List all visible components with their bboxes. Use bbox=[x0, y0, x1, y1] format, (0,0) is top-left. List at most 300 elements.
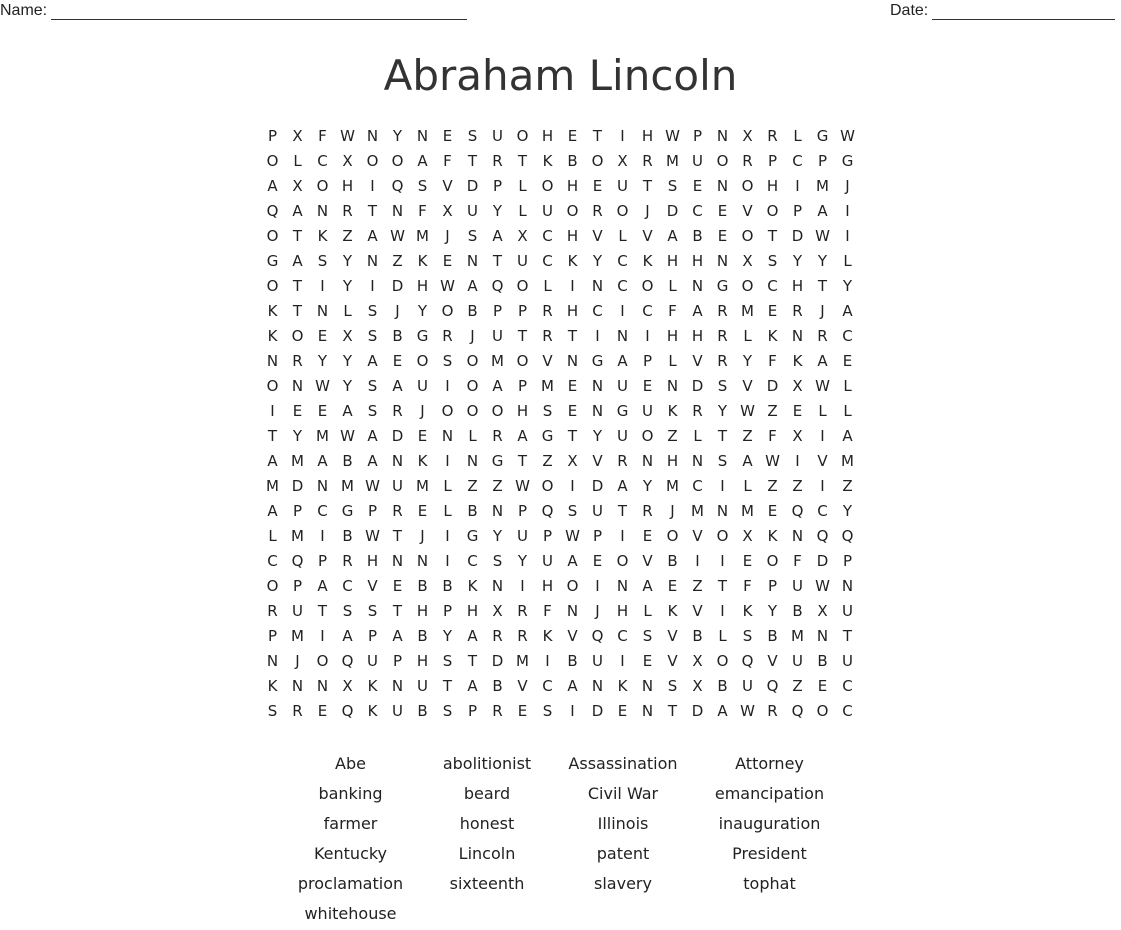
grid-letter[interactable]: C bbox=[617, 627, 628, 645]
grid-letter[interactable]: U bbox=[617, 177, 628, 195]
grid-letter[interactable]: I bbox=[445, 552, 450, 570]
grid-letter[interactable]: N bbox=[716, 177, 729, 195]
grid-letter[interactable]: B bbox=[417, 702, 428, 720]
grid-letter[interactable]: M bbox=[516, 652, 529, 670]
grid-letter[interactable]: H bbox=[416, 277, 429, 295]
grid-letter[interactable]: O bbox=[541, 177, 554, 195]
grid-letter[interactable]: V bbox=[742, 202, 753, 220]
grid-letter[interactable]: E bbox=[567, 127, 578, 145]
grid-letter[interactable]: R bbox=[717, 327, 728, 345]
grid-letter[interactable]: S bbox=[717, 377, 728, 395]
grid-letter[interactable]: R bbox=[392, 502, 403, 520]
grid-letter[interactable]: Q bbox=[791, 502, 804, 520]
grid-letter[interactable]: Z bbox=[792, 677, 803, 695]
grid-letter[interactable]: V bbox=[642, 227, 653, 245]
grid-letter[interactable]: Y bbox=[642, 477, 653, 495]
grid-letter[interactable]: N bbox=[616, 577, 629, 595]
grid-letter[interactable]: A bbox=[467, 627, 478, 645]
grid-letter[interactable]: I bbox=[570, 477, 575, 495]
grid-letter[interactable]: G bbox=[466, 527, 479, 545]
grid-letter[interactable]: M bbox=[291, 527, 304, 545]
grid-letter[interactable]: C bbox=[792, 152, 803, 170]
grid-letter[interactable]: E bbox=[742, 552, 753, 570]
grid-letter[interactable]: E bbox=[567, 402, 578, 420]
grid-letter[interactable]: U bbox=[492, 127, 503, 145]
grid-letter[interactable]: E bbox=[692, 177, 703, 195]
grid-letter[interactable]: H bbox=[666, 252, 679, 270]
grid-letter[interactable]: I bbox=[820, 427, 825, 445]
grid-letter[interactable]: I bbox=[720, 477, 725, 495]
grid-letter[interactable]: S bbox=[467, 127, 478, 145]
grid-letter[interactable]: I bbox=[520, 577, 525, 595]
grid-letter[interactable]: U bbox=[842, 602, 853, 620]
grid-letter[interactable]: J bbox=[595, 602, 600, 620]
grid-letter[interactable]: N bbox=[566, 602, 579, 620]
grid-letter[interactable]: I bbox=[545, 652, 550, 670]
grid-letter[interactable]: H bbox=[641, 127, 654, 145]
grid-letter[interactable]: K bbox=[617, 677, 628, 695]
grid-letter[interactable]: W bbox=[390, 227, 405, 245]
grid-letter[interactable]: R bbox=[717, 302, 728, 320]
grid-letter[interactable]: L bbox=[668, 352, 677, 370]
grid-letter[interactable]: R bbox=[492, 702, 503, 720]
grid-letter[interactable]: N bbox=[316, 202, 329, 220]
grid-letter[interactable]: L bbox=[443, 477, 452, 495]
grid-letter[interactable]: O bbox=[266, 377, 279, 395]
grid-letter[interactable]: V bbox=[692, 352, 703, 370]
grid-letter[interactable]: E bbox=[317, 402, 328, 420]
grid-letter[interactable]: C bbox=[317, 502, 328, 520]
grid-letter[interactable]: E bbox=[392, 352, 403, 370]
grid-letter[interactable]: X bbox=[342, 677, 353, 695]
grid-letter[interactable]: D bbox=[816, 552, 829, 570]
grid-letter[interactable]: I bbox=[320, 527, 325, 545]
grid-letter[interactable]: E bbox=[417, 427, 428, 445]
grid-letter[interactable]: R bbox=[342, 552, 353, 570]
grid-letter[interactable]: Q bbox=[766, 677, 779, 695]
grid-letter[interactable]: Y bbox=[342, 277, 353, 295]
grid-letter[interactable]: O bbox=[441, 402, 454, 420]
grid-letter[interactable]: H bbox=[566, 227, 579, 245]
grid-letter[interactable]: I bbox=[795, 177, 800, 195]
grid-letter[interactable]: R bbox=[492, 152, 503, 170]
grid-letter[interactable]: N bbox=[641, 452, 654, 470]
grid-letter[interactable]: K bbox=[567, 252, 578, 270]
grid-letter[interactable]: A bbox=[492, 227, 503, 245]
grid-letter[interactable]: A bbox=[417, 152, 428, 170]
grid-letter[interactable]: A bbox=[367, 227, 378, 245]
grid-letter[interactable]: P bbox=[392, 652, 403, 670]
grid-letter[interactable]: S bbox=[492, 552, 503, 570]
grid-letter[interactable]: W bbox=[515, 477, 530, 495]
grid-letter[interactable]: C bbox=[842, 702, 853, 720]
grid-letter[interactable]: A bbox=[492, 377, 503, 395]
grid-letter[interactable]: W bbox=[765, 452, 780, 470]
grid-letter[interactable]: A bbox=[292, 252, 303, 270]
grid-letter[interactable]: D bbox=[491, 652, 504, 670]
grid-letter[interactable]: E bbox=[442, 252, 453, 270]
grid-letter[interactable]: D bbox=[691, 377, 704, 395]
grid-letter[interactable]: A bbox=[392, 377, 403, 395]
grid-letter[interactable]: O bbox=[641, 277, 654, 295]
grid-letter[interactable]: O bbox=[466, 402, 479, 420]
grid-letter[interactable]: N bbox=[416, 127, 429, 145]
grid-letter[interactable]: S bbox=[367, 402, 378, 420]
grid-letter[interactable]: U bbox=[517, 527, 528, 545]
grid-letter[interactable]: X bbox=[292, 127, 303, 145]
grid-letter[interactable]: I bbox=[320, 277, 325, 295]
grid-letter[interactable]: C bbox=[767, 277, 778, 295]
grid-letter[interactable]: O bbox=[316, 177, 329, 195]
grid-letter[interactable]: L bbox=[793, 127, 802, 145]
grid-letter[interactable]: N bbox=[841, 577, 854, 595]
grid-letter[interactable]: E bbox=[717, 202, 728, 220]
grid-letter[interactable]: C bbox=[542, 677, 553, 695]
grid-letter[interactable]: X bbox=[342, 327, 353, 345]
name-field[interactable] bbox=[0, 2, 467, 20]
grid-letter[interactable]: H bbox=[541, 127, 554, 145]
grid-letter[interactable]: A bbox=[742, 452, 753, 470]
grid-letter[interactable]: U bbox=[467, 202, 478, 220]
grid-letter[interactable]: S bbox=[467, 227, 478, 245]
grid-letter[interactable]: Q bbox=[341, 652, 354, 670]
grid-letter[interactable]: M bbox=[491, 352, 504, 370]
grid-letter[interactable]: P bbox=[367, 627, 378, 645]
grid-letter[interactable]: A bbox=[292, 202, 303, 220]
grid-letter[interactable]: B bbox=[567, 652, 578, 670]
grid-letter[interactable]: P bbox=[292, 502, 303, 520]
grid-letter[interactable]: T bbox=[517, 327, 528, 345]
grid-letter[interactable]: N bbox=[616, 327, 629, 345]
grid-letter[interactable]: C bbox=[467, 552, 478, 570]
grid-letter[interactable]: W bbox=[365, 527, 380, 545]
grid-letter[interactable]: V bbox=[517, 677, 528, 695]
grid-letter[interactable]: S bbox=[317, 252, 328, 270]
grid-letter[interactable]: F bbox=[443, 152, 452, 170]
date-field[interactable] bbox=[890, 2, 1115, 20]
grid-letter[interactable]: I bbox=[370, 277, 375, 295]
grid-letter[interactable]: Y bbox=[342, 252, 353, 270]
grid-letter[interactable]: B bbox=[417, 577, 428, 595]
grid-letter[interactable]: U bbox=[692, 152, 703, 170]
grid-letter[interactable]: A bbox=[817, 352, 828, 370]
grid-letter[interactable]: V bbox=[742, 377, 753, 395]
grid-letter[interactable]: O bbox=[516, 277, 529, 295]
grid-letter[interactable]: F bbox=[418, 202, 427, 220]
grid-letter[interactable]: F bbox=[793, 552, 802, 570]
grid-letter[interactable]: N bbox=[691, 277, 704, 295]
grid-letter[interactable]: W bbox=[340, 127, 355, 145]
grid-letter[interactable]: B bbox=[467, 302, 478, 320]
grid-letter[interactable]: W bbox=[565, 527, 580, 545]
grid-letter[interactable]: W bbox=[740, 702, 755, 720]
grid-letter[interactable]: I bbox=[595, 327, 600, 345]
grid-letter[interactable]: H bbox=[466, 602, 479, 620]
grid-letter[interactable]: C bbox=[617, 252, 628, 270]
grid-letter[interactable]: J bbox=[295, 652, 300, 670]
grid-letter[interactable]: B bbox=[467, 502, 478, 520]
grid-letter[interactable]: N bbox=[641, 677, 654, 695]
grid-letter[interactable]: E bbox=[592, 177, 603, 195]
grid-letter[interactable]: L bbox=[718, 627, 727, 645]
grid-letter[interactable]: M bbox=[791, 627, 804, 645]
grid-letter[interactable]: N bbox=[366, 127, 379, 145]
grid-letter[interactable]: U bbox=[417, 377, 428, 395]
grid-letter[interactable]: A bbox=[617, 477, 628, 495]
grid-letter[interactable]: K bbox=[467, 577, 478, 595]
grid-letter[interactable]: L bbox=[518, 177, 527, 195]
grid-letter[interactable]: M bbox=[841, 452, 854, 470]
grid-letter[interactable]: B bbox=[767, 627, 778, 645]
grid-letter[interactable]: V bbox=[592, 452, 603, 470]
grid-letter[interactable]: V bbox=[667, 652, 678, 670]
grid-letter[interactable]: A bbox=[817, 202, 828, 220]
grid-letter[interactable]: S bbox=[367, 302, 378, 320]
grid-letter[interactable]: N bbox=[291, 377, 304, 395]
grid-letter[interactable]: Q bbox=[741, 652, 754, 670]
grid-letter[interactable]: I bbox=[370, 177, 375, 195]
grid-letter[interactable]: P bbox=[692, 127, 703, 145]
grid-letter[interactable]: N bbox=[641, 702, 654, 720]
grid-letter[interactable]: O bbox=[391, 152, 404, 170]
grid-letter[interactable]: K bbox=[792, 352, 803, 370]
grid-letter[interactable]: J bbox=[420, 527, 425, 545]
grid-letter[interactable]: V bbox=[667, 627, 678, 645]
grid-letter[interactable]: H bbox=[541, 577, 554, 595]
grid-letter[interactable]: I bbox=[845, 227, 850, 245]
grid-letter[interactable]: L bbox=[343, 302, 352, 320]
grid-letter[interactable]: R bbox=[542, 327, 553, 345]
grid-letter[interactable]: T bbox=[292, 277, 303, 295]
grid-letter[interactable]: R bbox=[792, 302, 803, 320]
grid-letter[interactable]: H bbox=[691, 252, 704, 270]
grid-letter[interactable]: E bbox=[442, 127, 453, 145]
grid-letter[interactable]: X bbox=[792, 427, 803, 445]
grid-letter[interactable]: K bbox=[417, 452, 428, 470]
grid-letter[interactable]: A bbox=[467, 677, 478, 695]
grid-letter[interactable]: A bbox=[842, 427, 853, 445]
grid-letter[interactable]: G bbox=[541, 427, 554, 445]
grid-letter[interactable]: I bbox=[845, 202, 850, 220]
grid-letter[interactable]: Q bbox=[841, 527, 854, 545]
grid-letter[interactable]: A bbox=[342, 627, 353, 645]
grid-letter[interactable]: R bbox=[767, 127, 778, 145]
grid-letter[interactable]: U bbox=[392, 702, 403, 720]
grid-letter[interactable]: E bbox=[567, 377, 578, 395]
grid-letter[interactable]: P bbox=[517, 302, 528, 320]
grid-letter[interactable]: B bbox=[492, 677, 503, 695]
grid-letter[interactable]: Y bbox=[317, 352, 328, 370]
grid-letter[interactable]: N bbox=[591, 677, 604, 695]
grid-letter[interactable]: C bbox=[817, 502, 828, 520]
grid-letter[interactable]: B bbox=[392, 327, 403, 345]
grid-letter[interactable]: B bbox=[667, 552, 678, 570]
grid-letter[interactable]: N bbox=[591, 277, 604, 295]
grid-letter[interactable]: F bbox=[668, 302, 677, 320]
grid-letter[interactable]: G bbox=[491, 452, 504, 470]
grid-letter[interactable]: E bbox=[642, 652, 653, 670]
grid-letter[interactable]: R bbox=[517, 627, 528, 645]
grid-letter[interactable]: I bbox=[620, 127, 625, 145]
grid-letter[interactable]: A bbox=[567, 677, 578, 695]
grid-letter[interactable]: V bbox=[692, 602, 703, 620]
grid-letter[interactable]: M bbox=[741, 502, 754, 520]
grid-letter[interactable]: W bbox=[840, 127, 855, 145]
grid-letter[interactable]: A bbox=[367, 352, 378, 370]
grid-letter[interactable]: R bbox=[717, 352, 728, 370]
grid-letter[interactable]: K bbox=[367, 702, 378, 720]
grid-letter[interactable]: E bbox=[842, 352, 853, 370]
grid-letter[interactable]: E bbox=[317, 702, 328, 720]
grid-letter[interactable]: X bbox=[342, 152, 353, 170]
grid-letter[interactable]: J bbox=[845, 177, 850, 195]
grid-letter[interactable]: V bbox=[567, 627, 578, 645]
grid-letter[interactable]: H bbox=[416, 602, 429, 620]
grid-letter[interactable]: I bbox=[270, 402, 275, 420]
grid-letter[interactable]: N bbox=[416, 552, 429, 570]
grid-letter[interactable]: L bbox=[818, 402, 827, 420]
grid-letter[interactable]: X bbox=[492, 602, 503, 620]
grid-letter[interactable]: O bbox=[316, 652, 329, 670]
grid-letter[interactable]: T bbox=[492, 252, 503, 270]
grid-letter[interactable]: I bbox=[620, 302, 625, 320]
grid-letter[interactable]: H bbox=[766, 177, 779, 195]
grid-letter[interactable]: O bbox=[741, 277, 754, 295]
grid-letter[interactable]: Q bbox=[391, 177, 404, 195]
grid-letter[interactable]: T bbox=[567, 427, 578, 445]
grid-letter[interactable]: T bbox=[292, 302, 303, 320]
grid-letter[interactable]: N bbox=[716, 252, 729, 270]
grid-letter[interactable]: X bbox=[742, 527, 753, 545]
grid-letter[interactable]: N bbox=[716, 127, 729, 145]
grid-letter[interactable]: U bbox=[392, 477, 403, 495]
grid-letter[interactable]: N bbox=[466, 452, 479, 470]
grid-letter[interactable]: V bbox=[592, 227, 603, 245]
grid-letter[interactable]: M bbox=[291, 452, 304, 470]
grid-letter[interactable]: N bbox=[566, 352, 579, 370]
grid-letter[interactable]: S bbox=[642, 627, 653, 645]
grid-letter[interactable]: A bbox=[567, 552, 578, 570]
grid-letter[interactable]: C bbox=[267, 552, 278, 570]
grid-letter[interactable]: H bbox=[516, 402, 529, 420]
grid-letter[interactable]: L bbox=[518, 202, 527, 220]
grid-letter[interactable]: B bbox=[717, 677, 728, 695]
grid-letter[interactable]: O bbox=[716, 527, 729, 545]
grid-letter[interactable]: U bbox=[642, 402, 653, 420]
grid-letter[interactable]: Y bbox=[817, 252, 828, 270]
grid-letter[interactable]: L bbox=[843, 252, 852, 270]
grid-letter[interactable]: K bbox=[367, 677, 378, 695]
grid-letter[interactable]: T bbox=[442, 677, 453, 695]
grid-letter[interactable]: Y bbox=[442, 627, 453, 645]
grid-letter[interactable]: I bbox=[720, 552, 725, 570]
grid-letter[interactable]: K bbox=[267, 302, 278, 320]
grid-letter[interactable]: P bbox=[817, 152, 828, 170]
grid-letter[interactable]: U bbox=[492, 327, 503, 345]
grid-letter[interactable]: R bbox=[542, 302, 553, 320]
grid-letter[interactable]: O bbox=[641, 427, 654, 445]
grid-letter[interactable]: W bbox=[815, 577, 830, 595]
grid-letter[interactable]: H bbox=[366, 552, 379, 570]
grid-letter[interactable]: Z bbox=[542, 452, 553, 470]
grid-letter[interactable]: O bbox=[491, 402, 504, 420]
grid-letter[interactable]: T bbox=[567, 327, 578, 345]
grid-letter[interactable]: E bbox=[317, 327, 328, 345]
grid-letter[interactable]: M bbox=[416, 227, 429, 245]
grid-letter[interactable]: E bbox=[792, 402, 803, 420]
grid-letter[interactable]: L bbox=[743, 477, 752, 495]
grid-letter[interactable]: I bbox=[620, 652, 625, 670]
grid-letter[interactable]: C bbox=[842, 327, 853, 345]
grid-letter[interactable]: R bbox=[642, 502, 653, 520]
date-line[interactable] bbox=[932, 2, 1115, 20]
grid-letter[interactable]: C bbox=[342, 577, 353, 595]
grid-letter[interactable]: H bbox=[666, 327, 679, 345]
grid-letter[interactable]: X bbox=[292, 177, 303, 195]
grid-letter[interactable]: R bbox=[492, 627, 503, 645]
grid-letter[interactable]: Y bbox=[742, 352, 753, 370]
grid-letter[interactable]: P bbox=[492, 302, 503, 320]
grid-letter[interactable]: R bbox=[767, 702, 778, 720]
grid-letter[interactable]: V bbox=[442, 177, 453, 195]
grid-letter[interactable]: R bbox=[517, 602, 528, 620]
grid-letter[interactable]: F bbox=[743, 577, 752, 595]
grid-letter[interactable]: C bbox=[617, 277, 628, 295]
grid-letter[interactable]: O bbox=[566, 202, 579, 220]
grid-letter[interactable]: H bbox=[566, 302, 579, 320]
grid-letter[interactable]: F bbox=[768, 352, 777, 370]
grid-letter[interactable]: T bbox=[842, 627, 853, 645]
grid-letter[interactable]: C bbox=[842, 677, 853, 695]
grid-letter[interactable]: G bbox=[841, 152, 854, 170]
grid-letter[interactable]: D bbox=[591, 702, 604, 720]
grid-letter[interactable]: V bbox=[767, 652, 778, 670]
grid-letter[interactable]: A bbox=[842, 302, 853, 320]
grid-letter[interactable]: Y bbox=[492, 527, 503, 545]
grid-letter[interactable]: Y bbox=[392, 127, 403, 145]
grid-letter[interactable]: Y bbox=[417, 302, 428, 320]
grid-letter[interactable]: M bbox=[316, 427, 329, 445]
grid-letter[interactable]: M bbox=[266, 477, 279, 495]
grid-letter[interactable]: X bbox=[692, 677, 703, 695]
grid-letter[interactable]: Z bbox=[842, 477, 853, 495]
grid-letter[interactable]: O bbox=[516, 352, 529, 370]
grid-letter[interactable]: P bbox=[267, 627, 278, 645]
grid-letter[interactable]: N bbox=[391, 552, 404, 570]
grid-letter[interactable]: W bbox=[315, 377, 330, 395]
grid-letter[interactable]: Z bbox=[492, 477, 503, 495]
grid-letter[interactable]: A bbox=[267, 452, 278, 470]
grid-letter[interactable]: K bbox=[267, 327, 278, 345]
grid-letter[interactable]: E bbox=[392, 577, 403, 595]
grid-letter[interactable]: D bbox=[391, 427, 404, 445]
grid-letter[interactable]: T bbox=[392, 527, 403, 545]
grid-letter[interactable]: E bbox=[717, 227, 728, 245]
grid-letter[interactable]: B bbox=[692, 627, 703, 645]
grid-letter[interactable]: X bbox=[817, 602, 828, 620]
grid-letter[interactable]: N bbox=[466, 252, 479, 270]
grid-letter[interactable]: O bbox=[541, 477, 554, 495]
grid-letter[interactable]: H bbox=[791, 277, 804, 295]
grid-letter[interactable]: P bbox=[367, 502, 378, 520]
grid-letter[interactable]: F bbox=[543, 602, 552, 620]
grid-letter[interactable]: X bbox=[617, 152, 628, 170]
grid-letter[interactable]: P bbox=[292, 577, 303, 595]
grid-letter[interactable]: S bbox=[442, 352, 453, 370]
grid-letter[interactable]: X bbox=[742, 252, 753, 270]
grid-letter[interactable]: G bbox=[416, 327, 429, 345]
grid-letter[interactable]: R bbox=[817, 327, 828, 345]
